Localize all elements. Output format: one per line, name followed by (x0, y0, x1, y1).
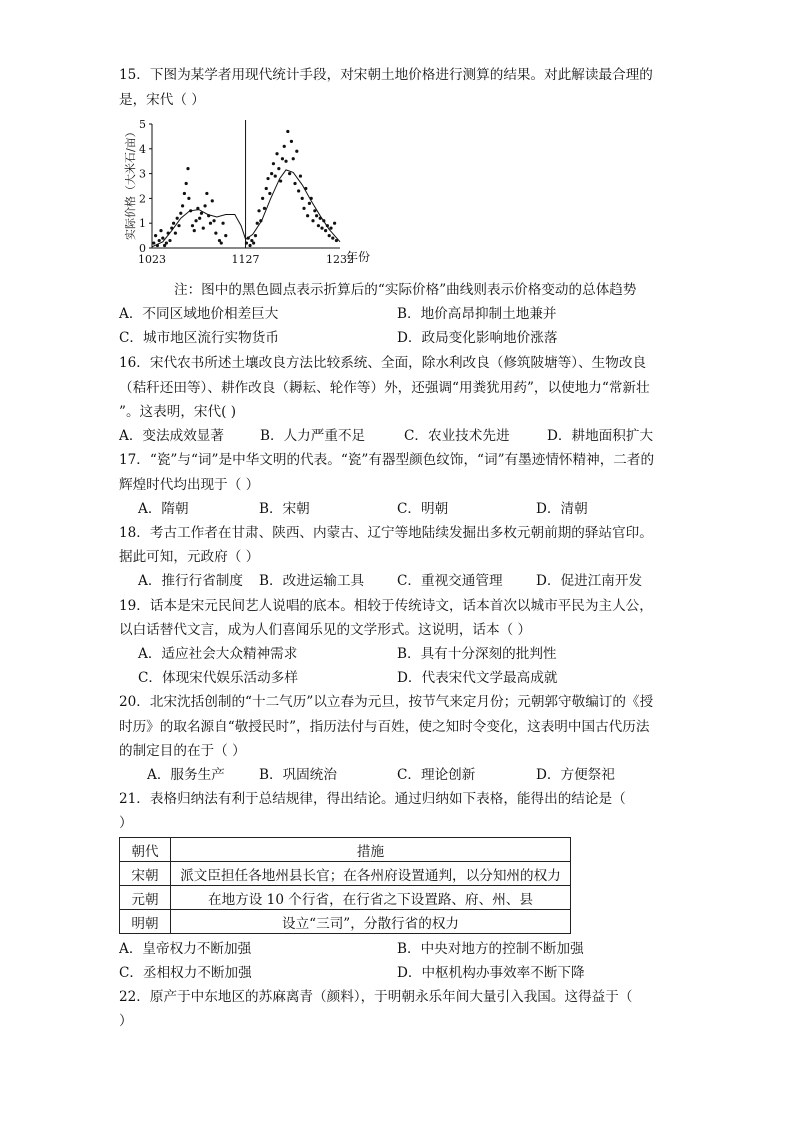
data-point (172, 222, 175, 225)
q21-option-a[interactable]: A．皇帝权力不断加强 (119, 941, 252, 957)
table-cell-measure: 在地方设 10 个行省，在行省之下设置路、府、州、县 (171, 886, 571, 910)
q19-option-a[interactable]: A．适应社会大众精神需求 (138, 646, 298, 662)
data-point (254, 234, 257, 237)
q16-stem-line-3: ”。这表明，宋代( ) (119, 404, 237, 420)
data-point (268, 192, 271, 195)
data-point (306, 214, 309, 217)
q16-option-c[interactable]: C．农业技术先进 (404, 428, 510, 444)
table-cell-dynasty: 明朝 (120, 910, 171, 934)
data-point (181, 204, 184, 207)
data-point (159, 229, 162, 232)
data-point (331, 236, 334, 239)
q18-option-a[interactable]: A．推行行省制度 (138, 573, 243, 589)
data-point (185, 182, 188, 185)
data-point (302, 207, 305, 210)
q20-stem-line-2: 时历》的取名源自“敬授民时”，指历法付与百姓，使之知时令变化，这表明中国古代历法 (119, 719, 650, 735)
data-point (161, 236, 164, 239)
chart-axes (152, 120, 340, 248)
q19-option-d[interactable]: D．代表宋代文学最高成就 (397, 670, 558, 686)
data-point (203, 204, 206, 207)
data-point (202, 227, 205, 230)
q20-stem-line-1: 20．北宋沈括创制的“十二气历”以立春为元旦，按节气来定月份；元朝郭守敬编订的《授 (119, 694, 654, 710)
table-header-cell: 措施 (171, 838, 571, 862)
data-point (274, 174, 277, 177)
q20-option-d[interactable]: D．方便祭祀 (536, 767, 615, 783)
data-point (152, 241, 155, 244)
data-point (301, 197, 304, 200)
table-header-cell: 朝代 (120, 838, 171, 862)
data-point (317, 224, 320, 227)
q17-stem-line-2: 辉煌时代均出现于（ ） (119, 477, 260, 493)
data-point (186, 167, 189, 170)
table-header-row (120, 838, 571, 862)
data-point (256, 222, 259, 225)
data-point (286, 130, 289, 133)
data-point (266, 177, 269, 180)
data-point (315, 214, 318, 217)
data-point (257, 209, 260, 212)
data-point (158, 239, 161, 242)
data-point (212, 219, 215, 222)
data-point (288, 172, 291, 175)
data-point (277, 167, 280, 170)
q17-option-a[interactable]: A．隋朝 (138, 501, 189, 517)
y-tick-label: 5 (139, 118, 146, 131)
data-point (193, 229, 196, 232)
q16-option-b[interactable]: B．人力严重不足 (260, 428, 366, 444)
y-tick-label: 1 (139, 217, 146, 231)
q20-stem-line-3: 的制定目的在于（ ） (119, 743, 246, 759)
data-point (194, 219, 197, 222)
q16-option-a[interactable]: A．变法成效显著 (119, 428, 224, 444)
data-point (284, 160, 287, 163)
data-point (265, 187, 268, 190)
data-point (191, 224, 194, 227)
q17-option-c[interactable]: C．明朝 (397, 501, 449, 517)
table-cell-measure: 设立“三司”，分散行省的权力 (171, 910, 571, 934)
q17-option-b[interactable]: B．宋朝 (259, 501, 310, 517)
data-point (154, 234, 157, 237)
q21-option-c[interactable]: C．丞相权力不断加强 (119, 965, 252, 981)
data-point (183, 192, 186, 195)
data-point (311, 219, 314, 222)
q15-stem-line-2: 是，宋代（ ） (119, 92, 205, 108)
y-tick-label: 4 (139, 142, 146, 156)
data-point (275, 152, 278, 155)
data-point (295, 150, 298, 153)
y-tick-label: 0 (139, 242, 146, 255)
q22-stem-line-1: 22．原产于中东地区的苏麻离青（颜料），于明朝永乐年间大量引入我国。这得益于（ (119, 989, 633, 1005)
data-point (328, 234, 331, 237)
q20-option-a[interactable]: A．服务生产 (147, 767, 225, 783)
table-row (120, 886, 571, 910)
data-point (297, 189, 300, 192)
q21-stem-line-2: ） (119, 815, 133, 831)
land-price-chart (124, 118, 378, 270)
x-tick-label: 1232 (326, 253, 354, 266)
table-cell-measure: 派文臣担任各地州县长官；在各州府设置通判，以分知州的权力 (171, 862, 571, 886)
data-point (211, 199, 214, 202)
data-point (329, 227, 332, 230)
data-point (205, 192, 208, 195)
data-point (179, 212, 182, 215)
q19-stem-line-2: 以白话替代文言，成为人们喜闻乐见的文学形式。这说明，话本（ ） (119, 622, 532, 638)
q19-option-b[interactable]: B．具有十分深刻的批判性 (397, 646, 557, 662)
q15-option-c[interactable]: C．城市地区流行实物货币 (119, 330, 279, 346)
q18-option-c[interactable]: C．重视交通管理 (397, 573, 503, 589)
table-cell-dynasty: 元朝 (120, 886, 171, 910)
data-point (290, 140, 293, 143)
data-point (283, 145, 286, 148)
data-point (320, 227, 323, 230)
data-point (198, 217, 201, 220)
data-point (165, 241, 168, 244)
data-point (270, 172, 273, 175)
data-point (221, 222, 224, 225)
table-row (120, 862, 571, 886)
data-point (214, 232, 217, 235)
x-axis-label: 年份 (346, 250, 371, 264)
data-point (220, 241, 223, 244)
data-point (299, 174, 302, 177)
q21-option-d[interactable]: D．中枢机构办事效率不断下降 (397, 965, 585, 981)
y-tick-label: 2 (139, 192, 146, 206)
q16-option-d[interactable]: D．耕地面积扩大 (547, 428, 654, 444)
q21-stem-line-1: 21．表格归纳法有利于总结规律，得出结论。通过归纳如下表格，能得出的结论是（ (119, 791, 626, 807)
q15-figure-note: 注：图中的黑色圆点表示折算后的“实际价格”曲线则表示价格变动的总体趋势 (174, 282, 637, 298)
data-point (168, 239, 171, 242)
data-point (176, 217, 179, 220)
data-point (187, 197, 190, 200)
data-point (292, 157, 295, 160)
q18-stem-line-2: 据此可知，元政府（ ） (119, 549, 260, 565)
data-point (252, 241, 255, 244)
data-point (174, 232, 177, 235)
data-point (177, 224, 180, 227)
x-tick-label: 1023 (138, 253, 166, 266)
q20-option-b[interactable]: B．巩固统治 (259, 767, 337, 783)
q21-table (119, 837, 571, 934)
data-point (224, 234, 227, 237)
data-point (308, 202, 311, 205)
data-point (209, 222, 212, 225)
q18-stem-line-1: 18．考古工作者在甘肃、陕西、内蒙古、辽宁等地陆续发掘出多枚元朝前期的驿站官印。 (119, 525, 653, 541)
q20-option-c[interactable]: C．理论创新 (397, 767, 476, 783)
data-point (293, 182, 296, 185)
q17-stem-line-1: 17．“瓷”与“词”是中华文明的代表。“瓷”有器型颜色纹饰，“词”有墨迹情怀精神，二者的 (119, 452, 655, 468)
q18-option-d[interactable]: D．促进江南开发 (536, 573, 643, 589)
data-point (333, 222, 336, 225)
y-axis-label: 实际价格（大米石/亩） (124, 126, 137, 240)
q17-option-d[interactable]: D．清朝 (536, 501, 588, 517)
table-cell-dynasty: 宋朝 (120, 862, 171, 886)
q22-stem-line-2: ） (119, 1013, 133, 1029)
data-point (324, 229, 327, 232)
q15-stem-line-1: 15．下图为某学者用现代统计手段，对宋朝土地价格进行测算的结果。对此解读最合理的 (119, 67, 653, 83)
q19-option-c[interactable]: C．体现宋代娱乐活动多样 (138, 670, 298, 686)
q18-option-b[interactable]: B．改进运输工具 (259, 573, 365, 589)
q15-option-b[interactable]: B．地价高昂抑制土地兼并 (397, 306, 557, 322)
q15-option-a[interactable]: A．不同区域地价相差巨大 (119, 306, 279, 322)
data-point (281, 157, 284, 160)
data-point (272, 162, 275, 165)
q15-option-d[interactable]: D．政局变化影响地价涨落 (397, 330, 558, 346)
q16-stem-line-1: 16．宋代农书所述土壤改良方法比较系统、全面，除水利改良（修筑陂塘等）、生物改良 (119, 355, 647, 371)
data-point (245, 241, 248, 244)
x-tick-label: 1127 (231, 253, 260, 266)
q19-stem-line-1: 19．话本是宋元民间艺人说唱的底本。相较于传统诗文，话本首次以城市平民为主人公， (119, 598, 653, 614)
data-point (263, 207, 266, 210)
y-tick-label: 3 (139, 167, 146, 181)
data-point (261, 197, 264, 200)
q21-option-b[interactable]: B．中央对地方的控制不断加强 (397, 941, 584, 957)
q16-stem-line-2: （秸秆还田等）、耕作改良（耨耘、轮作等）外，还强调“用粪犹用药”，以使地力“常新壮 (119, 380, 650, 396)
data-point (248, 244, 251, 247)
table-row (120, 910, 571, 934)
